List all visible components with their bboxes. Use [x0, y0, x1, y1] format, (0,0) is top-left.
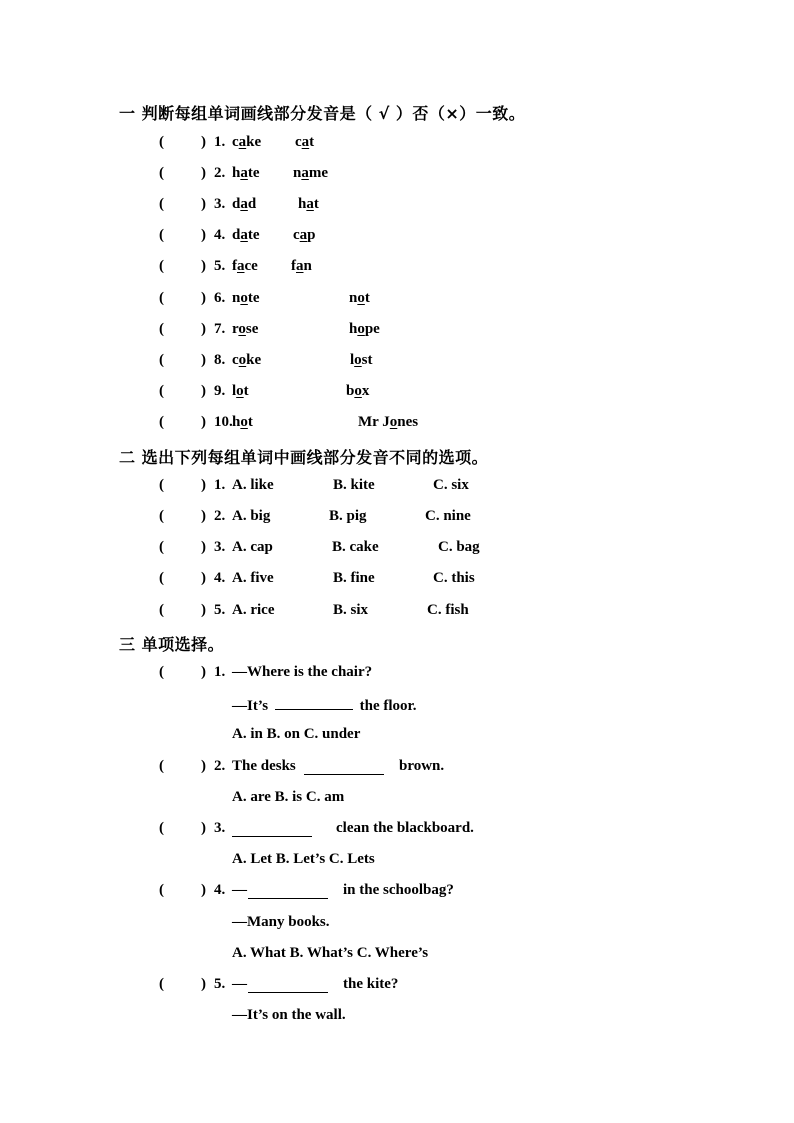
answer-paren-left: (	[159, 882, 164, 898]
option-b: B. cake	[332, 539, 379, 555]
word-suffix: t	[309, 134, 315, 150]
word-suffix: ke	[246, 352, 262, 368]
word-b	[349, 321, 380, 338]
option-a: A. rice	[232, 602, 275, 618]
word-a	[232, 134, 261, 151]
underlined-letter: o	[389, 414, 398, 430]
question-number: 5.	[214, 976, 226, 992]
underlined-letter: o	[240, 414, 248, 430]
word-suffix: x	[361, 383, 370, 399]
word-suffix: ce	[244, 258, 258, 274]
answer-blank	[248, 978, 328, 993]
answer-paren-left: (	[159, 258, 164, 274]
word-suffix: p	[307, 227, 316, 243]
word-a	[232, 321, 258, 338]
word-prefix: c	[232, 352, 239, 368]
word-prefix: l	[232, 383, 237, 399]
word-prefix: c	[295, 134, 302, 150]
question-number: 3.	[214, 539, 226, 555]
word-prefix: c	[293, 227, 300, 243]
answer-paren-right: )	[201, 196, 206, 212]
word-prefix: l	[350, 352, 355, 368]
option-c: C. nine	[425, 508, 471, 524]
word-a	[232, 414, 253, 431]
underlined-letter: o	[236, 383, 244, 399]
question-number: 5.	[214, 258, 226, 274]
word-suffix: nes	[397, 414, 419, 430]
word-suffix: ke	[246, 134, 262, 150]
answer-paren-right: )	[201, 134, 206, 150]
underlined-letter: a	[296, 258, 304, 274]
answer-paren-left: (	[159, 508, 164, 524]
word-prefix: h	[232, 165, 241, 181]
answer-paren-left: (	[159, 539, 164, 555]
option-b: B. fine	[333, 570, 375, 586]
underlined-letter: o	[354, 352, 362, 368]
question-number: 2.	[214, 165, 226, 181]
question-number: 3.	[214, 196, 226, 212]
answer-paren-right: )	[201, 602, 206, 618]
word-prefix: n	[349, 290, 358, 306]
word-suffix: n	[303, 258, 312, 274]
word-b	[349, 290, 370, 307]
word-suffix: d	[247, 196, 257, 212]
question-text: the floor.	[359, 698, 417, 714]
word-a	[232, 227, 260, 244]
word-prefix: Mr J	[358, 414, 390, 430]
answer-paren-left: (	[159, 820, 164, 836]
word-suffix: pe	[364, 321, 380, 337]
question-text: clean the blackboard.	[336, 820, 474, 836]
answer-paren-left: (	[159, 570, 164, 586]
word-suffix: t	[247, 414, 253, 430]
underlined-letter: a	[240, 227, 248, 243]
word-b	[293, 227, 316, 244]
question-number: 2.	[214, 508, 226, 524]
word-a	[232, 383, 249, 400]
question-number: 2.	[214, 758, 226, 774]
question-text: in the schoolbag?	[343, 882, 454, 898]
answer-paren-left: (	[159, 196, 164, 212]
section-1-title: 一 判断每组单词画线部分发音是（ √ ）否（×）一致。	[119, 104, 526, 123]
underlined-letter: o	[238, 352, 247, 368]
q3-item-4-line2: —Many books.	[232, 914, 330, 930]
option-c: C. fish	[427, 602, 469, 618]
option-b: B. six	[333, 602, 369, 618]
option-a: A. five	[232, 570, 274, 586]
word-prefix: h	[298, 196, 307, 212]
answer-paren-right: )	[201, 508, 206, 524]
word-suffix: te	[247, 227, 260, 243]
word-a	[232, 352, 261, 369]
q3-item-2-options: A. are B. is C. am	[232, 789, 345, 805]
answer-blank	[304, 760, 384, 775]
word-prefix: n	[293, 165, 302, 181]
word-suffix: te	[247, 165, 260, 181]
answer-paren-left: (	[159, 290, 164, 306]
question-number: 1.	[214, 134, 226, 150]
word-prefix: d	[232, 196, 241, 212]
option-c: C. six	[433, 477, 469, 493]
question-text: —	[232, 882, 247, 898]
answer-paren-right: )	[201, 820, 206, 836]
word-prefix: n	[232, 290, 241, 306]
question-number: 6.	[214, 290, 226, 306]
question-text: —	[232, 976, 247, 992]
word-prefix: b	[346, 383, 355, 399]
underlined-letter: o	[357, 290, 365, 306]
word-suffix: me	[308, 165, 328, 181]
word-a	[232, 196, 256, 213]
question-number: 1.	[214, 477, 226, 493]
answer-paren-left: (	[159, 477, 164, 493]
question-number: 4.	[214, 227, 226, 243]
word-prefix: d	[232, 227, 241, 243]
word-b	[346, 383, 369, 400]
word-a	[232, 165, 260, 182]
answer-paren-right: )	[201, 882, 206, 898]
question-number: 9.	[214, 383, 226, 399]
answer-paren-left: (	[159, 165, 164, 181]
word-suffix: se	[245, 321, 259, 337]
question-text: the kite?	[343, 976, 399, 992]
option-a: A. big	[232, 508, 271, 524]
word-b	[295, 134, 314, 151]
answer-paren-right: )	[201, 383, 206, 399]
answer-paren-right: )	[201, 352, 206, 368]
section-3-title: 三 单项选择。	[119, 635, 225, 654]
word-prefix: f	[291, 258, 296, 274]
option-a: A. cap	[232, 539, 273, 555]
answer-paren-left: (	[159, 134, 164, 150]
question-number: 3.	[214, 820, 226, 836]
answer-paren-left: (	[159, 664, 164, 680]
word-b	[358, 414, 418, 431]
word-a	[232, 258, 258, 275]
question-text: The desks	[232, 758, 296, 774]
answer-paren-left: (	[159, 976, 164, 992]
underlined-letter: a	[299, 227, 308, 243]
section-2-title: 二 选出下列每组单词中画线部分发音不同的选项。	[119, 448, 489, 467]
question-number: 7.	[214, 321, 226, 337]
underlined-letter: o	[357, 321, 365, 337]
q3-item-4-options: A. What B. What’s C. Where’s	[232, 945, 429, 961]
word-a	[232, 290, 260, 307]
question-number: 8.	[214, 352, 226, 368]
answer-paren-left: (	[159, 321, 164, 337]
answer-paren-right: )	[201, 477, 206, 493]
word-prefix: h	[232, 414, 241, 430]
answer-paren-right: )	[201, 976, 206, 992]
answer-blank	[232, 822, 312, 837]
answer-paren-right: )	[201, 414, 206, 430]
answer-paren-left: (	[159, 352, 164, 368]
q3-item-3-options: A. Let B. Let’s C. Lets	[232, 851, 375, 867]
word-b	[293, 165, 328, 182]
word-suffix: t	[364, 290, 370, 306]
word-b	[298, 196, 319, 213]
answer-paren-right: )	[201, 165, 206, 181]
q3-item-5-line2: —It’s on the wall.	[232, 1007, 346, 1023]
answer-paren-left: (	[159, 414, 164, 430]
option-b: B. pig	[329, 508, 367, 524]
underlined-letter: a	[301, 165, 309, 181]
question-text: —It’s	[232, 698, 269, 714]
underlined-letter: a	[240, 165, 248, 181]
answer-paren-right: )	[201, 664, 206, 680]
question-text: brown.	[399, 758, 445, 774]
underlined-letter: o	[240, 290, 248, 306]
question-number: 4.	[214, 882, 226, 898]
question-text: —Where is the chair?	[232, 664, 373, 680]
question-number: 4.	[214, 570, 226, 586]
answer-paren-right: )	[201, 290, 206, 306]
word-suffix: te	[247, 290, 260, 306]
question-number: 5.	[214, 602, 226, 618]
word-suffix: t	[313, 196, 319, 212]
q3-item-1-options: A. in B. on C. under	[232, 726, 361, 742]
question-number: 10.	[214, 414, 233, 430]
word-suffix: st	[361, 352, 373, 368]
answer-paren-left: (	[159, 602, 164, 618]
word-prefix: f	[232, 258, 237, 274]
answer-blank	[248, 884, 328, 899]
option-c: C. bag	[438, 539, 480, 555]
answer-paren-right: )	[201, 570, 206, 586]
word-suffix: t	[243, 383, 249, 399]
option-a: A. like	[232, 477, 274, 493]
answer-paren-left: (	[159, 227, 164, 243]
underlined-letter: a	[301, 134, 310, 150]
answer-paren-right: )	[201, 539, 206, 555]
answer-paren-right: )	[201, 227, 206, 243]
answer-paren-right: )	[201, 258, 206, 274]
underlined-letter: a	[240, 196, 248, 212]
underlined-letter: a	[238, 134, 247, 150]
answer-blank	[275, 695, 353, 710]
word-prefix: r	[232, 321, 239, 337]
underlined-letter: o	[238, 321, 246, 337]
option-b: B. kite	[333, 477, 375, 493]
word-prefix: c	[232, 134, 239, 150]
answer-paren-right: )	[201, 758, 206, 774]
underlined-letter: a	[237, 258, 245, 274]
answer-paren-left: (	[159, 758, 164, 774]
answer-paren-left: (	[159, 383, 164, 399]
underlined-letter: o	[354, 383, 362, 399]
word-prefix: h	[349, 321, 358, 337]
answer-paren-right: )	[201, 321, 206, 337]
question-number: 1.	[214, 664, 226, 680]
underlined-letter: a	[306, 196, 314, 212]
word-b	[350, 352, 373, 369]
option-c: C. this	[433, 570, 475, 586]
word-b	[291, 258, 312, 275]
q3-item-1-line2	[232, 695, 417, 715]
